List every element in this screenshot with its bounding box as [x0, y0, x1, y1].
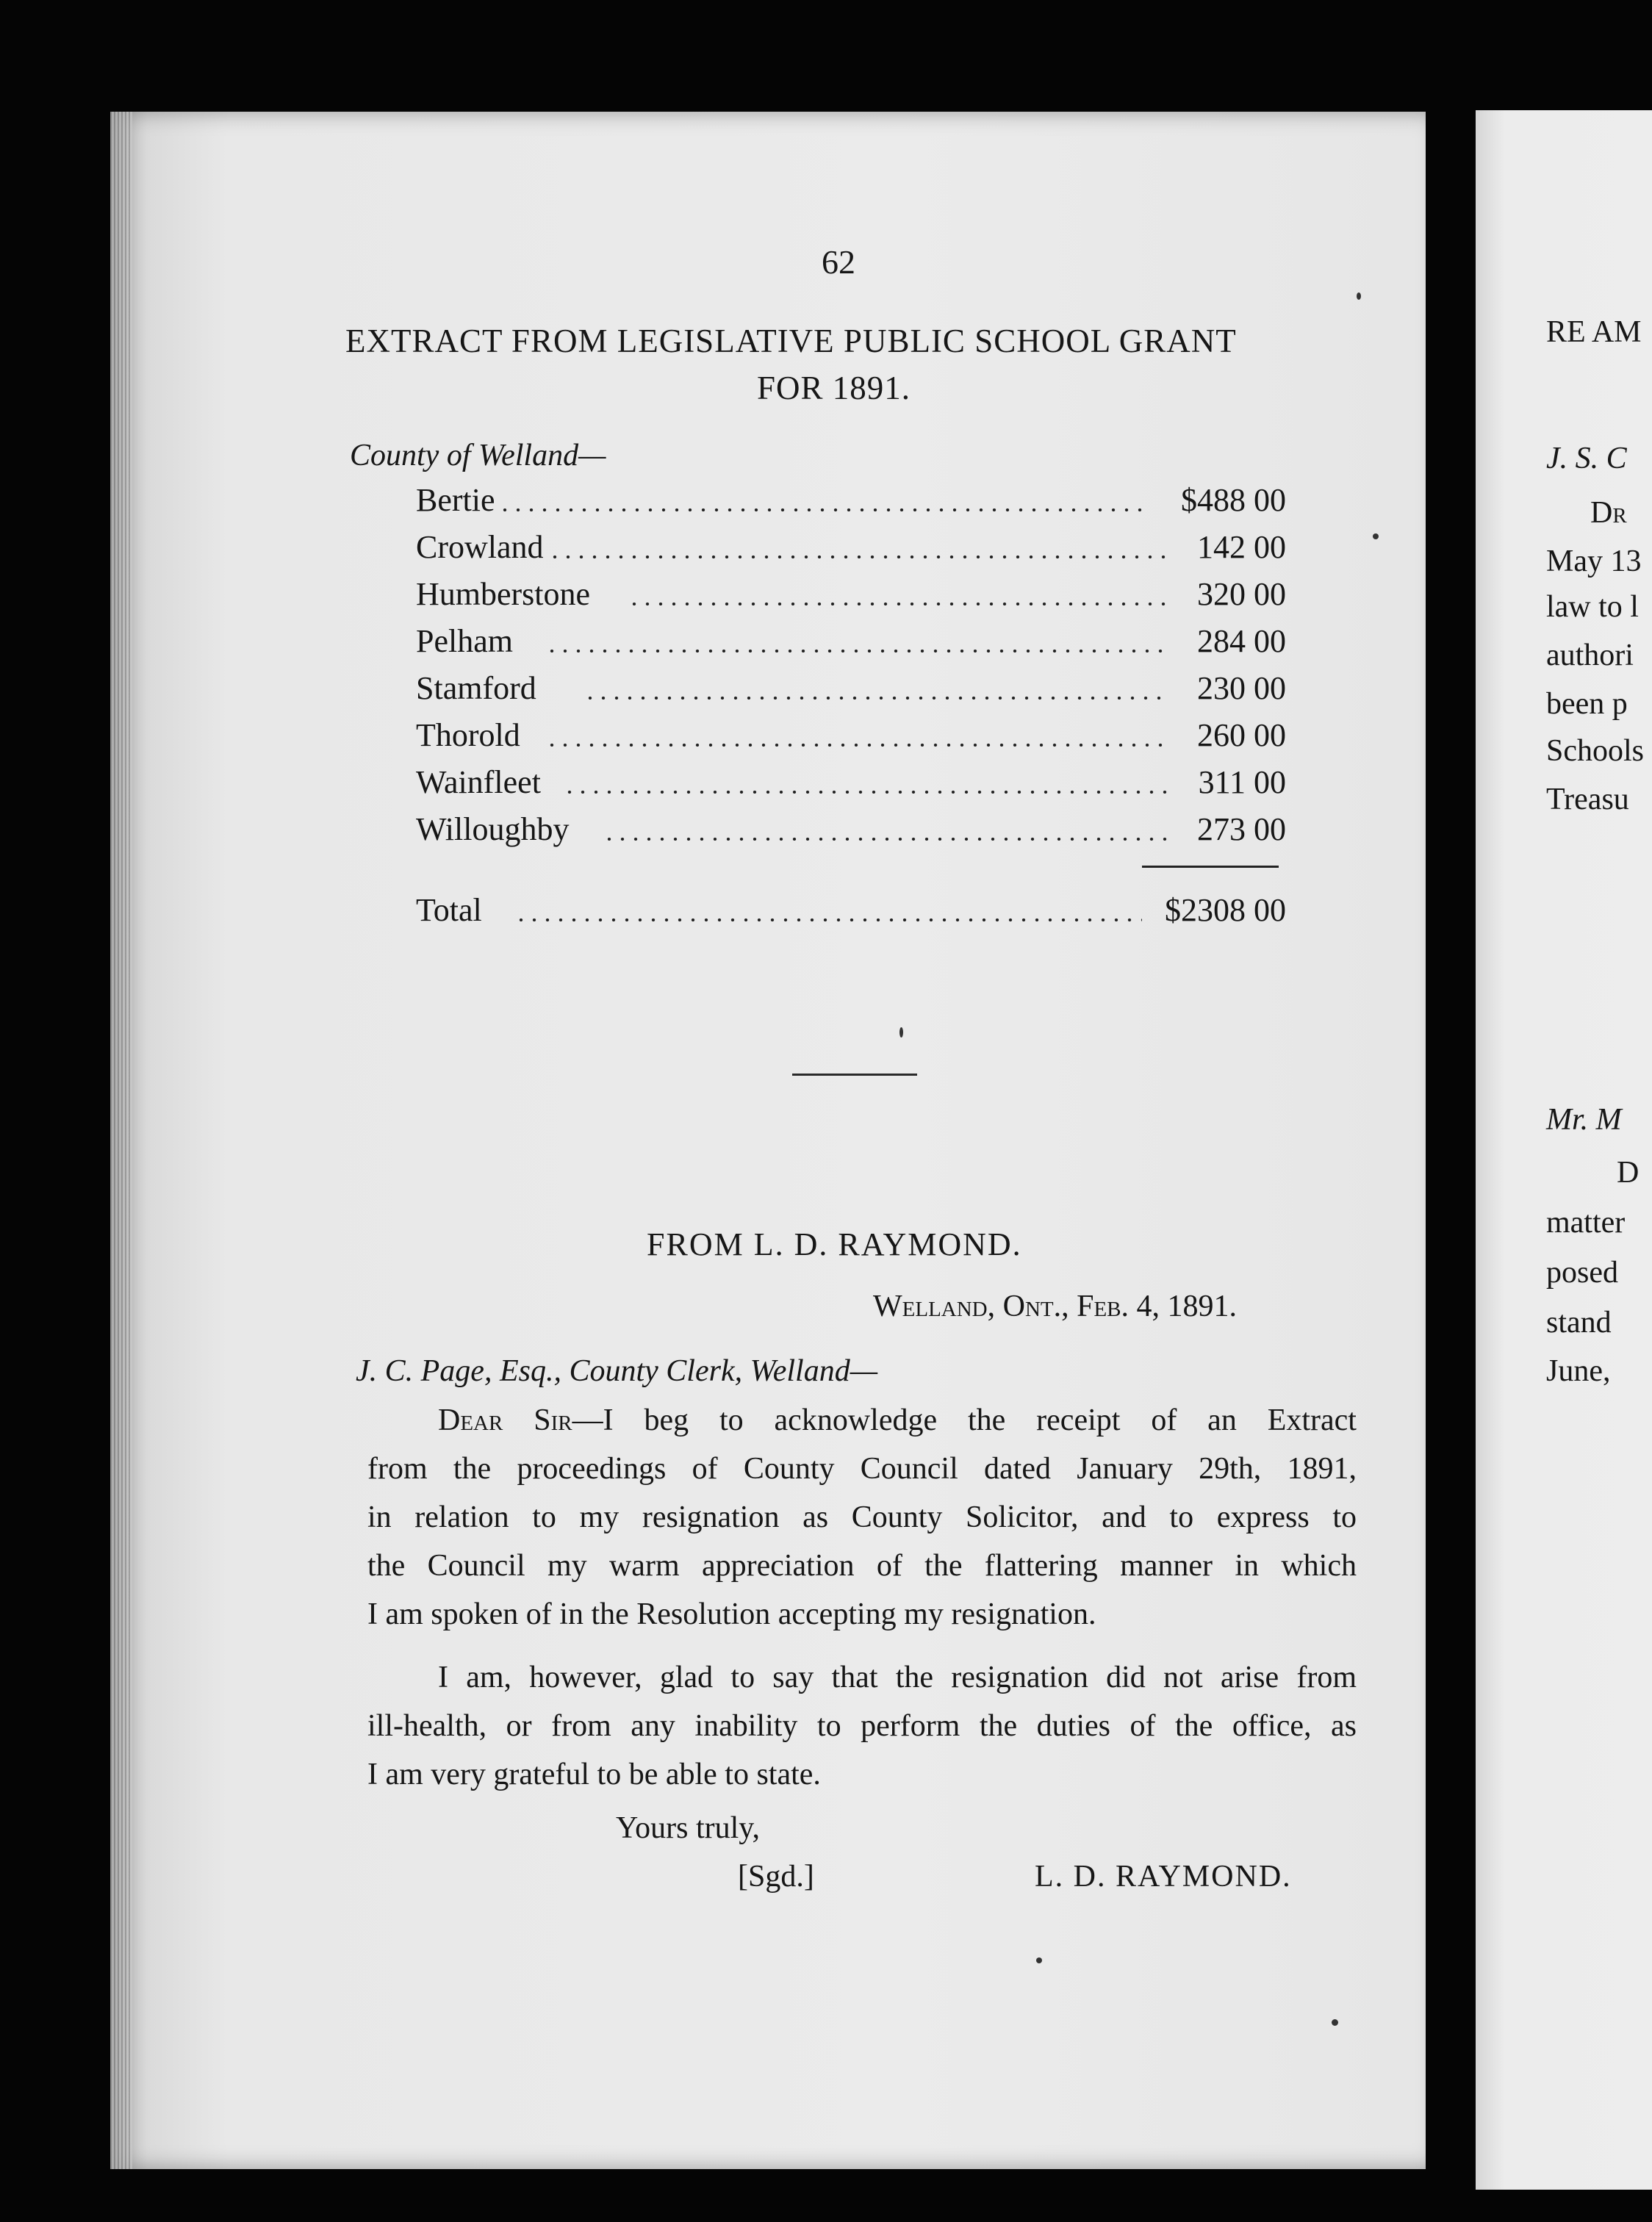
leader-dots [603, 838, 1168, 841]
township-name: Willoughby [416, 811, 570, 847]
township-name: Bertie [416, 482, 495, 518]
paragraph-line: the Council my warm appreciation of the flattering manner in which [367, 1549, 1357, 1583]
paragraph-line: I am spoken of in the Resolution accepting my resignation. [367, 1597, 1096, 1631]
leader-dots [545, 744, 1168, 747]
county-label: County of Welland— [350, 439, 606, 472]
total-label: Total [416, 892, 482, 928]
grant-amount: 311 00 [1198, 764, 1286, 800]
right-page-line: matter [1546, 1206, 1626, 1240]
right-page-line: law to l [1546, 590, 1639, 624]
right-page-line: posed [1546, 1256, 1618, 1290]
letter-dateline: Welland, Ont., Feb. 4, 1891. [873, 1290, 1238, 1323]
right-page [1476, 110, 1652, 2190]
heading-line-2: FOR 1891. [757, 370, 911, 406]
grant-row [416, 666, 1286, 710]
right-page-line: authori [1546, 639, 1634, 672]
scan-speck [899, 1027, 903, 1038]
grant-amount: 284 00 [1197, 623, 1286, 659]
township-name: Crowland [416, 529, 544, 565]
leader-dots [514, 918, 1142, 921]
grant-amount: 260 00 [1197, 717, 1286, 753]
grant-row [416, 807, 1286, 851]
letter-heading: FROM L. D. RAYMOND. [647, 1226, 1022, 1262]
right-page-heading: RE AM [1546, 315, 1642, 349]
grant-amount: $488 00 [1181, 482, 1286, 518]
right-page-line: Dr [1590, 496, 1627, 530]
leader-dots [498, 508, 1146, 511]
total-amount: $2308 00 [1165, 892, 1286, 928]
right-page-line: May 13 [1546, 544, 1642, 578]
right-page-line: stand [1546, 1306, 1612, 1340]
grant-row [416, 572, 1286, 616]
grant-row [416, 478, 1286, 522]
leader-dots [548, 556, 1168, 558]
total-row [416, 888, 1286, 932]
paragraph-line: in relation to my resignation as County Solicitor, and to express to [367, 1500, 1357, 1534]
page-number: 62 [822, 243, 855, 281]
scan-speck [1357, 292, 1361, 300]
signed-marker: [Sgd.] [738, 1860, 814, 1894]
township-name: Humberstone [416, 576, 591, 612]
right-page-line: Schools [1546, 734, 1645, 768]
grant-amount: 230 00 [1197, 670, 1286, 706]
leader-dots [628, 603, 1168, 605]
grant-row [416, 713, 1286, 757]
sum-rule [1142, 866, 1279, 868]
letter-paragraph-1 [367, 1396, 1357, 1639]
right-page-salutation: Mr. M [1546, 1103, 1622, 1137]
grant-amount: 320 00 [1197, 576, 1286, 612]
township-name: Pelham [416, 623, 513, 659]
right-page-salutation: J. S. C [1546, 442, 1627, 475]
township-name: Thorold [416, 717, 520, 753]
leader-dots [583, 697, 1168, 700]
grant-amount: 273 00 [1197, 811, 1286, 847]
greeting: Dear Sir [438, 1403, 572, 1437]
letter-paragraph-2 [367, 1653, 1357, 1799]
right-page-line: D [1617, 1156, 1640, 1190]
letter-salutation: J. C. Page, Esq., County Clerk, Welland— [356, 1354, 878, 1388]
grant-row [416, 525, 1286, 569]
heading-line-1: EXTRACT FROM LEGISLATIVE PUBLIC SCHOOL GRANT [345, 323, 1237, 359]
scan-speck [1373, 533, 1379, 539]
right-page-line: Treasu [1546, 783, 1629, 816]
township-name: Stamford [416, 670, 536, 706]
leader-dots [563, 791, 1168, 794]
letter-signature: L. D. RAYMOND. [1035, 1860, 1292, 1894]
letter-closing: Yours truly, [616, 1811, 761, 1845]
leader-dots [545, 650, 1168, 652]
grant-row [416, 619, 1286, 663]
paragraph-line: ill-health, or from any inability to perform the duties of the office, as [367, 1709, 1357, 1743]
page-edge [110, 112, 132, 2169]
right-page-line: June, [1546, 1354, 1611, 1388]
paragraph-line: Dear Sir—I beg to acknowledge the receipt of an Extract [438, 1403, 1357, 1437]
grant-row [416, 760, 1286, 804]
paragraph-line: from the proceedings of County Council dated January 29th, 1891, [367, 1452, 1357, 1486]
scan-speck [1332, 2019, 1338, 2026]
scan-speck [1036, 1957, 1042, 1963]
right-page-line: been p [1546, 687, 1628, 721]
paragraph-line: I am very grateful to be able to state. [367, 1758, 821, 1791]
township-name: Wainfleet [416, 764, 541, 800]
section-separator [792, 1074, 917, 1076]
grant-amount: 142 00 [1197, 529, 1286, 565]
paragraph-line: I am, however, glad to say that the resignation did not arise from [438, 1661, 1357, 1694]
